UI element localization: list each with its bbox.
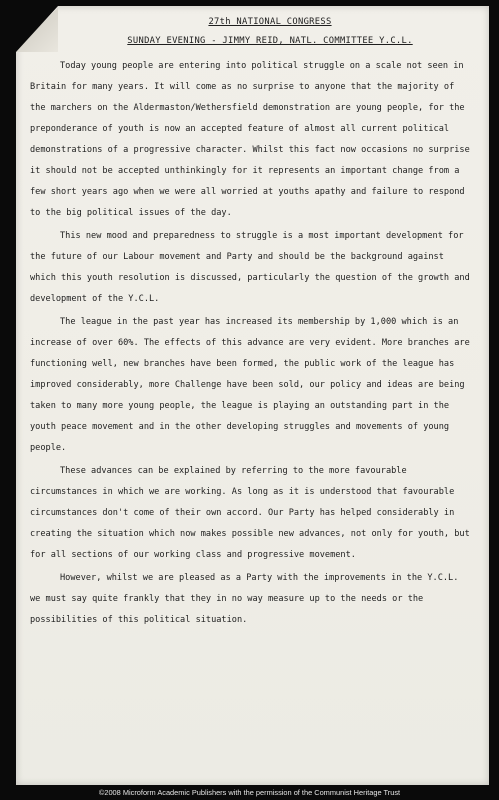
- paragraph: These advances can be explained by referring to the more favourable circumstances in which we are working. As long as it is understood that favourable circumstances don't come of their own accord. Our Party has helped considerably in creating the situation which now makes possible new advances, not only for youth, but for all sections of our working class and progressive movement.: [30, 466, 470, 560]
- document-subheading: SUNDAY EVENING - JIMMY REID, NATL. COMMITTEE Y.C.L.: [127, 36, 413, 46]
- document-heading: 27th NATIONAL CONGRESS: [208, 17, 332, 27]
- copyright-footer: ©2008 Microform Academic Publishers with the permission of the Communist Heritage Trust: [0, 786, 499, 800]
- paragraph: This new mood and preparedness to struggle is a most important development for the future of our Labour movement and Party and should be the background against which this youth resolution is discussed, particularly the question of the growth and development of the Y.C.L.: [30, 231, 470, 304]
- paragraph: Today young people are entering into political struggle on a scale not seen in Britain for many years. It will come as no surprise to anyone that the majority of the marchers on the Aldermaston/Wethersfield demonstration are young people, for the preponderance of youth is now an accepted feature of almost all current political demonstrations of a progressive character. Whilst this fact now occasions no surprise it should not be accepted unthinkingly for it represents an important change from a few short years ago when we were all worried at youths apathy and failure to respond to the big political issues of the day.: [30, 61, 470, 218]
- paragraph: However, whilst we are pleased as a Party with the improvements in the Y.C.L. we must say quite frankly that they in no way measure up to the needs or the possibilities of this political situation.: [30, 573, 459, 625]
- document-body: [30, 12, 470, 631]
- paragraph: The league in the past year has increased its membership by 1,000 which is an increase of over 60%. The effects of this advance are very evident. More branches are functioning well, new branches have been formed, the public work of the league has improved considerably, more Challenge have been sold, our policy and ideas are being taken to many more young people, the league is playing an outstanding part in the youth peace movement and in the other developing struggles and movements of young people.: [30, 317, 470, 453]
